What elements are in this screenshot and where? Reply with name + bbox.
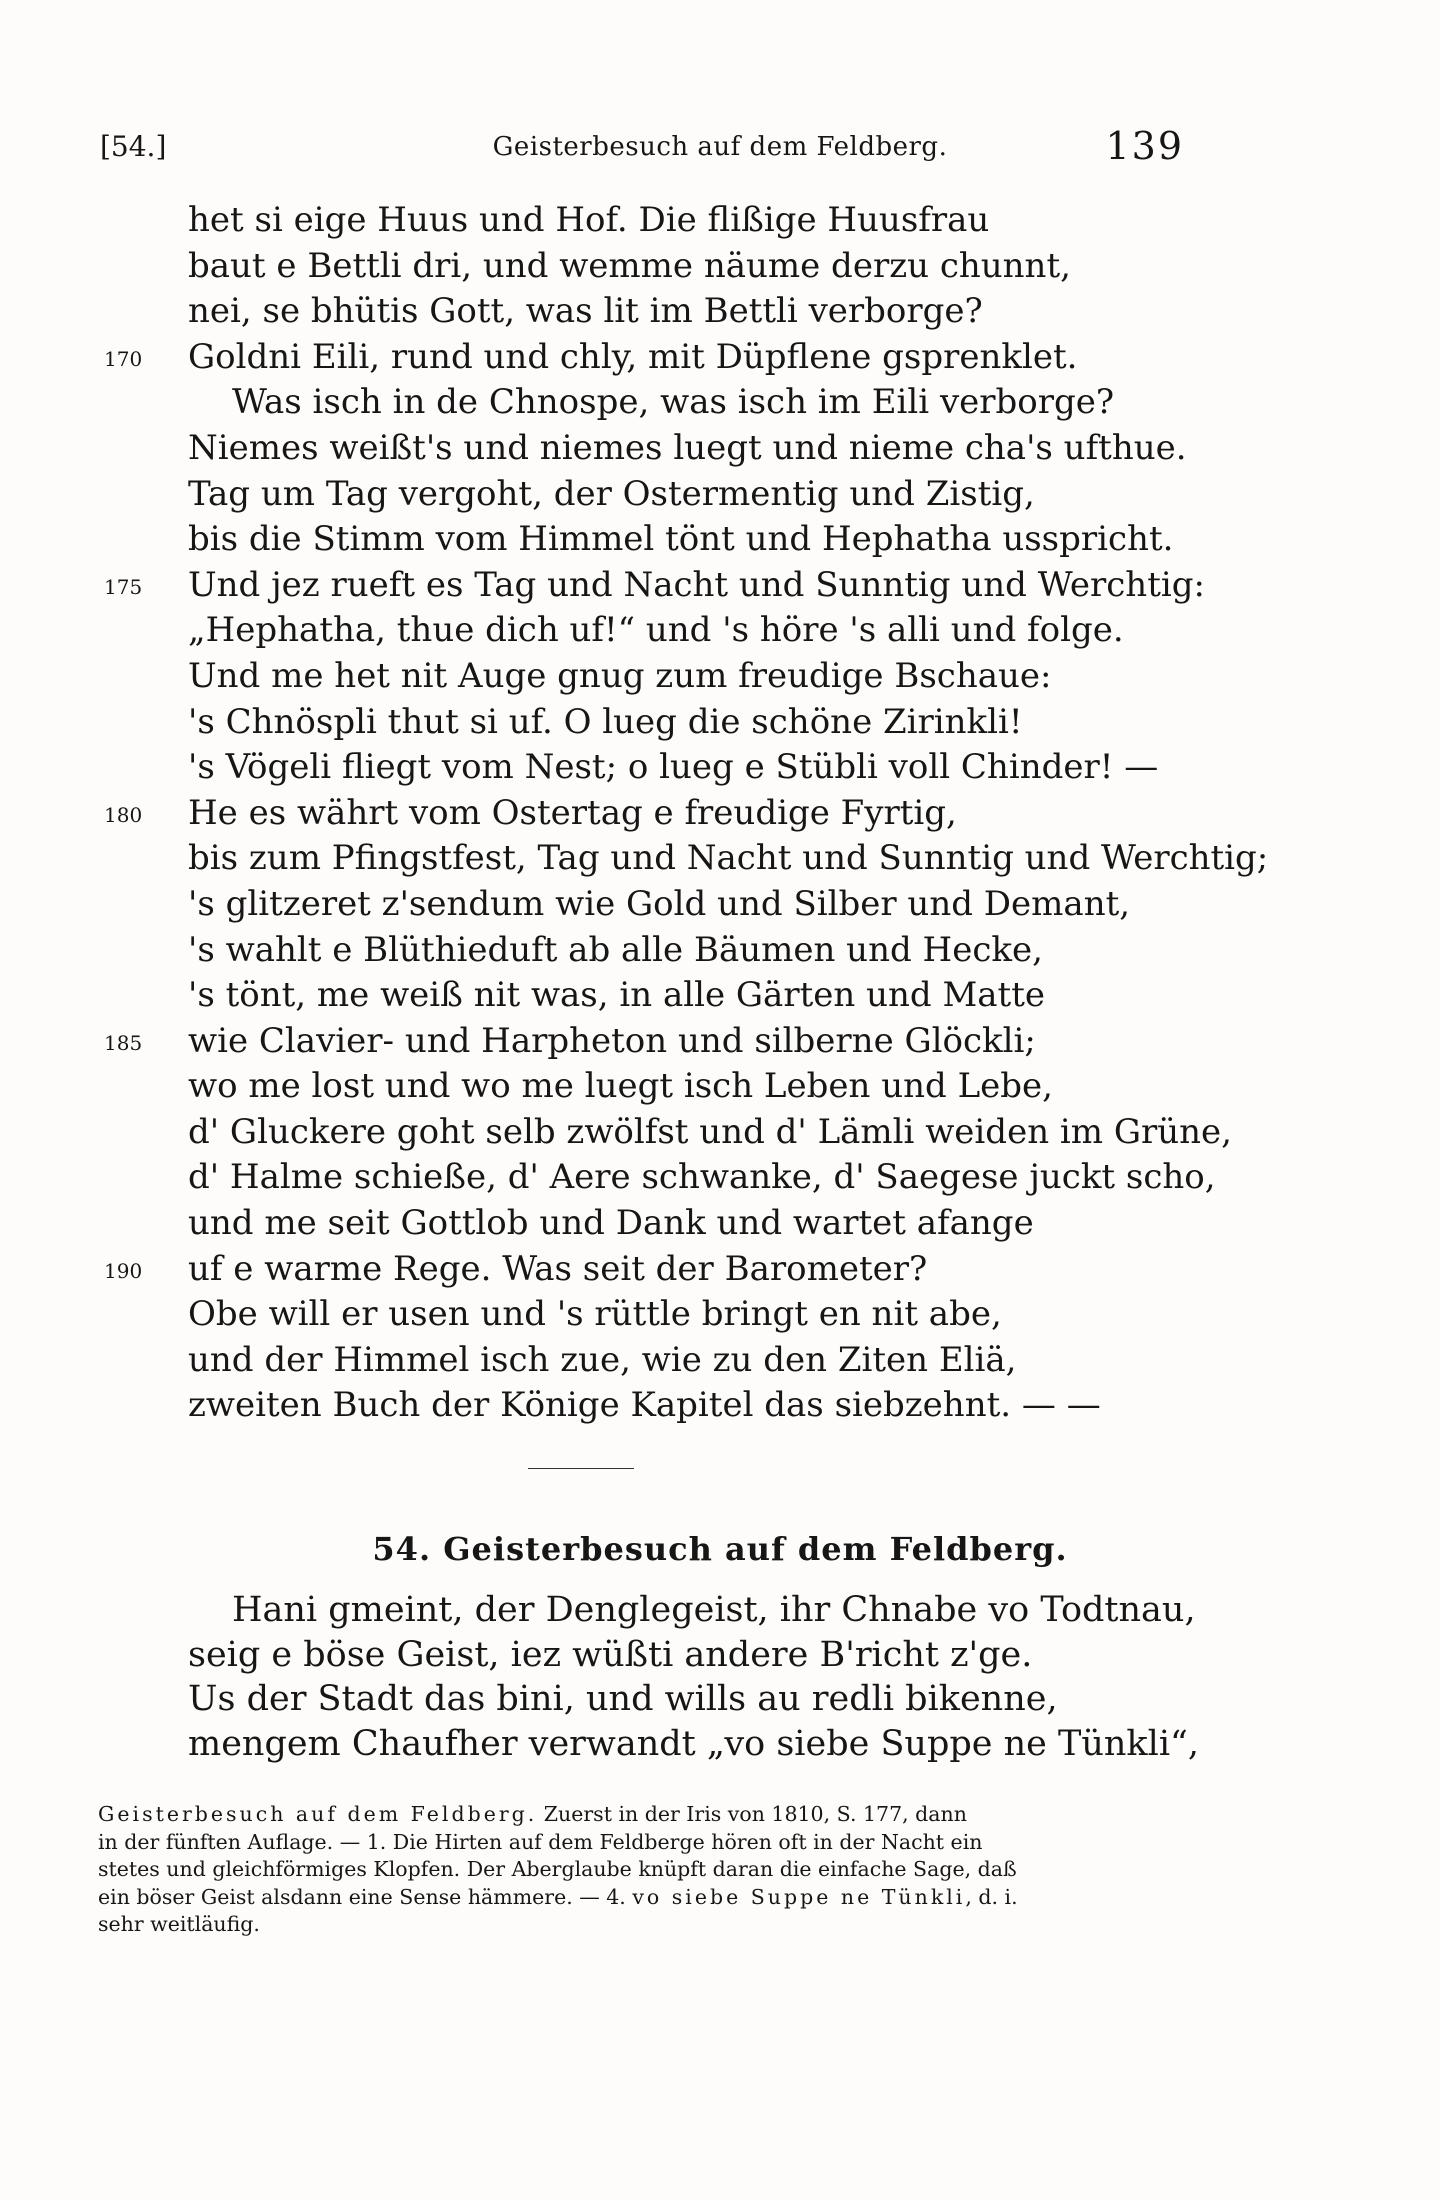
verse-text: „Hephatha, thue dich uf!“ und 's höre 's alli und folge. <box>188 610 1124 651</box>
section-marker: [54.] <box>100 130 167 163</box>
verse-line <box>0 791 1440 837</box>
verse-text: und me seit Gottlob und Dank und wartet afange <box>188 1203 1034 1244</box>
verse-line <box>0 244 1440 290</box>
footnote-text: Zuerst in der Iris von 1810, S. 177, dann <box>537 1802 967 1826</box>
verse-text: uf e warme Rege. Was seit der Barometer? <box>188 1248 928 1289</box>
verse-line <box>0 1064 1440 1110</box>
verse-line <box>0 380 1440 426</box>
verse-text: bis zum Pfingstfest, Tag und Nacht und Sunntig und Werchtig; <box>188 838 1269 879</box>
verse-line <box>0 1019 1440 1065</box>
verse-line <box>0 1338 1440 1384</box>
verse-text: 's glitzeret z'sendum wie Gold und Silber und Demant, <box>188 883 1131 924</box>
poem-text: seig e böse Geist, iez wüßti andere B'richt z'ge. <box>188 1634 1033 1675</box>
verse-text: d' Gluckere goht selb zwölfst und d' Lämli weiden im Grüne, <box>188 1111 1232 1152</box>
poem-text: mengem Chaufher verwandt „vo siebe Suppe ne Tünkli“, <box>188 1723 1200 1764</box>
footnote-line <box>98 1801 1178 1829</box>
verse-line <box>0 700 1440 746</box>
verse-line <box>0 745 1440 791</box>
footnote-quote: vo siebe Suppe ne Tünkli <box>632 1884 966 1909</box>
verse-line <box>0 1247 1440 1293</box>
verse-line <box>0 654 1440 700</box>
verse-line <box>0 882 1440 928</box>
footnote-line <box>98 1884 1178 1912</box>
section-divider <box>528 1468 634 1469</box>
verse-text: bis die Stimm vom Himmel tönt und Hephatha usspricht. <box>188 519 1174 560</box>
verse-text: 's wahlt e Blüthieduft ab alle Bäumen und Hecke, <box>188 929 1043 970</box>
verse-text: Goldni Eili, rund und chly, mit Düpflene gsprenklet. <box>188 336 1078 377</box>
footnote <box>98 1801 1178 1939</box>
line-number: 170 <box>104 346 143 371</box>
poem-text: Us der Stadt das bini, und wills au redli bikenne, <box>188 1679 1058 1719</box>
footnote-title: Geisterbesuch auf dem Feldberg. <box>98 1802 538 1826</box>
verse-text: Tag um Tag vergoht, der Ostermentig und Zistig, <box>188 473 1035 514</box>
verse-text: Was isch in de Chnospe, was isch im Eili verborge? <box>232 382 1115 423</box>
line-number: 175 <box>104 574 143 599</box>
verse-text: wo me lost und wo me luegt isch Leben und Lebe, <box>188 1066 1053 1107</box>
verse-line <box>0 1383 1440 1429</box>
line-number: 190 <box>104 1258 143 1283</box>
verse-text: Obe will er usen und 's rüttle bringt en nit abe, <box>188 1294 1002 1335</box>
poem-opening-lines <box>0 1588 1440 1766</box>
poem-text: Hani gmeint, der Denglegeist, ihr Chnabe vo Todtnau, <box>232 1590 1196 1630</box>
line-number: 180 <box>104 802 143 827</box>
verse-text: het si eige Huus und Hof. Die flißige Huusfrau <box>188 200 990 240</box>
verse-line <box>0 1155 1440 1201</box>
verse-text: baut e Bettli dri, und wemme näume derzu chunnt, <box>188 245 1071 286</box>
footnote-line: stetes und gleichförmiges Klopfen. Der Aberglaube knüpft daran die einfache Sage, daß <box>98 1857 1017 1881</box>
poem-line <box>0 1677 1440 1722</box>
verse-text: He es währt vom Ostertag e freudige Fyrtig, <box>188 792 957 833</box>
verse-line <box>0 1110 1440 1156</box>
verse-text: 's Vögeli fliegt vom Nest; o lueg e Stübli voll Chinder! — <box>188 747 1159 788</box>
verse-text: d' Halme schieße, d' Aere schwanke, d' Saegese juckt scho, <box>188 1157 1216 1198</box>
footnote-text: , d. i. <box>965 1884 1018 1909</box>
verse-line <box>0 928 1440 974</box>
poem-line <box>0 1588 1440 1633</box>
verse-line <box>0 289 1440 335</box>
line-number: 185 <box>104 1030 143 1055</box>
verse-text: 's tönt, me weiß nit was, in alle Gärten und Matte <box>188 975 1045 1016</box>
poem-line <box>0 1722 1440 1767</box>
verse-line <box>0 608 1440 654</box>
verse-block <box>0 198 1440 1429</box>
verse-line <box>0 836 1440 882</box>
footnote-text: ein böser Geist alsdann eine Sense hämmere. — 4. <box>98 1884 633 1909</box>
verse-line <box>0 517 1440 563</box>
verse-line <box>0 198 1440 244</box>
verse-line <box>0 426 1440 472</box>
running-head <box>0 124 1440 180</box>
running-title: Geisterbesuch auf dem Feldberg. <box>492 132 948 162</box>
footnote-line: sehr weitläufig. <box>98 1912 260 1936</box>
verse-line <box>0 335 1440 381</box>
verse-text: Und jez rueft es Tag und Nacht und Sunntig und Werchtig: <box>188 564 1205 605</box>
verse-text: 's Chnöspli thut si uf. O lueg die schöne Zirinkli! <box>188 701 1023 742</box>
verse-line <box>0 472 1440 518</box>
poem-line <box>0 1633 1440 1678</box>
verse-text: Und me het nit Auge gnug zum freudige Bschaue: <box>188 655 1052 696</box>
verse-text: und der Himmel isch zue, wie zu den Ziten Eliä, <box>188 1339 1017 1380</box>
verse-line <box>0 1292 1440 1338</box>
page-number: 139 <box>1105 124 1184 168</box>
verse-text: Niemes weißt's und niemes luegt und nieme cha's ufthue. <box>188 427 1187 468</box>
verse-line <box>0 973 1440 1019</box>
verse-text: zweiten Buch der Könige Kapitel das siebzehnt. — — <box>188 1385 1101 1426</box>
verse-line <box>0 1201 1440 1247</box>
verse-text: nei, se bhütis Gott, was lit im Bettli verborge? <box>188 291 983 332</box>
verse-line <box>0 563 1440 609</box>
footnote-line: in der fünften Auflage. — 1. Die Hirten auf dem Feldberge hören oft in der Nacht ein <box>98 1829 983 1854</box>
verse-text: wie Clavier- und Harpheton und silberne Glöckli; <box>188 1020 1036 1061</box>
poem-heading: 54. Geisterbesuch auf dem Feldberg. <box>372 1530 1068 1568</box>
